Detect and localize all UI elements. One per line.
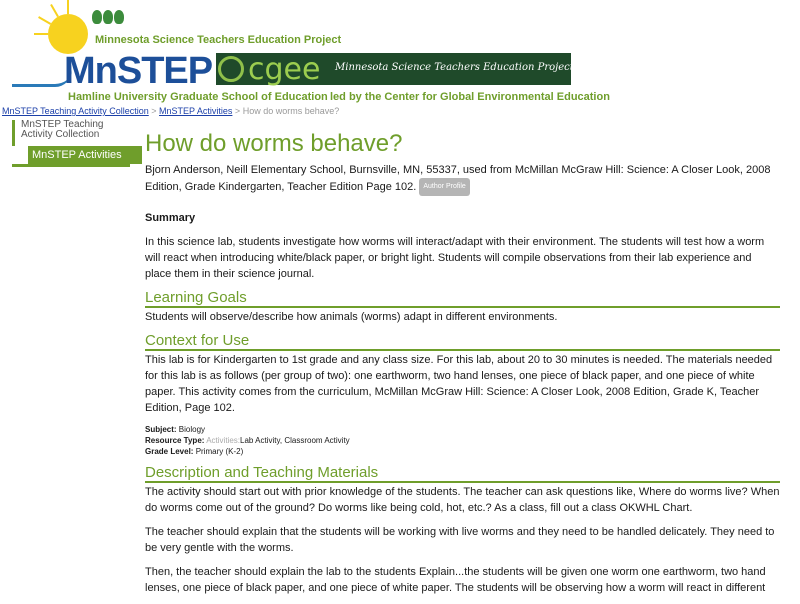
- sidebar-item-activities[interactable]: MnSTEP Activities: [28, 146, 142, 164]
- sun-ray: [38, 16, 51, 25]
- description-paragraph: The activity should start out with prior knowledge of the students. The teacher can ask questions like, Where do worms live? When do worms come out of the ground? Do worms like being cold, hot, etc.? As a class, fill out a class OKWHL Chart.: [145, 486, 780, 514]
- breadcrumb-collection-link[interactable]: MnSTEP Teaching Activity Collection: [2, 106, 149, 116]
- resource-value: Lab Activity, Classroom Activity: [240, 436, 350, 445]
- subject-value: Biology: [178, 425, 206, 434]
- summary-text: In this science lab, students investigate how worms will interact/adapt with their environment. The students will test how a worm will react when introducing white/black paper, or bright light. Students will compile observations from their lab experience and place them in their science journal.: [145, 236, 765, 280]
- learning-goals-text: Students will observe/describe how animals (worms) adapt in different environments.: [145, 311, 558, 323]
- learning-goals-heading: Learning Goals: [145, 290, 780, 308]
- hamline-caption: Hamline University Graduate School of Education: [68, 91, 328, 103]
- grade-value: Primary (K-2): [195, 447, 244, 456]
- sun-ray: [67, 0, 69, 14]
- context-text: This lab is for Kindergarten to 1st grade and any class size. For this lab, about 20 to 30 minutes is needed. The materials needed for this lab is as follows (per group of two): one earthworm, two hand lenses, one piece of black paper, and one piece of white paper. This activity comes from the curriculum, McMillan McGraw Hill: Science: A Closer Look, 2008 Edition, Grade K, Teacher Edition, Page 102.: [145, 354, 773, 414]
- summary-heading: Summary: [145, 212, 196, 224]
- description-paragraph: The teacher should explain that the students will be working with live worms and they need to be handled delicately. They need to be very gentle with the worms.: [145, 526, 775, 554]
- grade-row: [145, 446, 780, 457]
- cgee-tagline: Minnesota Science Teachers Education Project: [335, 62, 574, 73]
- resource-row: [145, 435, 780, 446]
- breadcrumb-activities-link[interactable]: MnSTEP Activities: [159, 106, 233, 116]
- sidebar-divider: [12, 164, 130, 167]
- sun-icon: [48, 14, 88, 54]
- subject-row: [145, 424, 780, 435]
- description-heading: Description and Teaching Materials: [145, 465, 780, 483]
- author-profile-button[interactable]: Author Profile: [419, 178, 469, 196]
- site-banner: [0, 0, 800, 106]
- trees-icon: [92, 10, 125, 29]
- water-swoosh-icon: [12, 70, 72, 87]
- cgee-caption: led by the Center for Global Environmental Education: [330, 91, 610, 103]
- author-text: Bjorn Anderson, Neill Elementary School, Burnsville, MN, 55337, used from McMillan McGraw Hill: Science: A Closer Look, 2008 Edition, Grade Kindergarten, Teacher Edition Page 102.: [145, 164, 771, 193]
- project-title: Minnesota Science Teachers Education Project: [95, 34, 342, 46]
- sidebar: [12, 120, 130, 168]
- page-title: How do worms behave?: [145, 130, 403, 157]
- mnstep-logo[interactable]: MnSTEP: [64, 50, 213, 92]
- cgee-logo: cgee: [248, 52, 321, 87]
- sun-ray: [34, 33, 48, 35]
- breadcrumb: [2, 106, 339, 116]
- context-heading: Context for Use: [145, 333, 780, 351]
- grade-label: Grade Level:: [145, 447, 194, 456]
- sidebar-item-collection[interactable]: MnSTEP Teaching Activity Collection: [12, 120, 130, 146]
- breadcrumb-separator: >: [234, 106, 241, 116]
- main-content: [145, 130, 780, 604]
- breadcrumb-separator: >: [151, 106, 157, 116]
- sun-ray: [50, 4, 59, 17]
- description-paragraph: Then, the teacher should explain the lab to the students Explain...the students will be given one worm one earthworm, two hand lenses, one piece of black paper, and one piece of white paper. The students will be observing how a worm will react in different: [145, 566, 766, 594]
- resource-label: Resource Type:: [145, 436, 205, 445]
- subject-label: Subject:: [145, 425, 177, 434]
- leaf-icon: [218, 56, 244, 82]
- author-line: [145, 162, 780, 196]
- resource-prefix: Activities:: [206, 436, 241, 445]
- breadcrumb-current: How do worms behave?: [242, 106, 340, 116]
